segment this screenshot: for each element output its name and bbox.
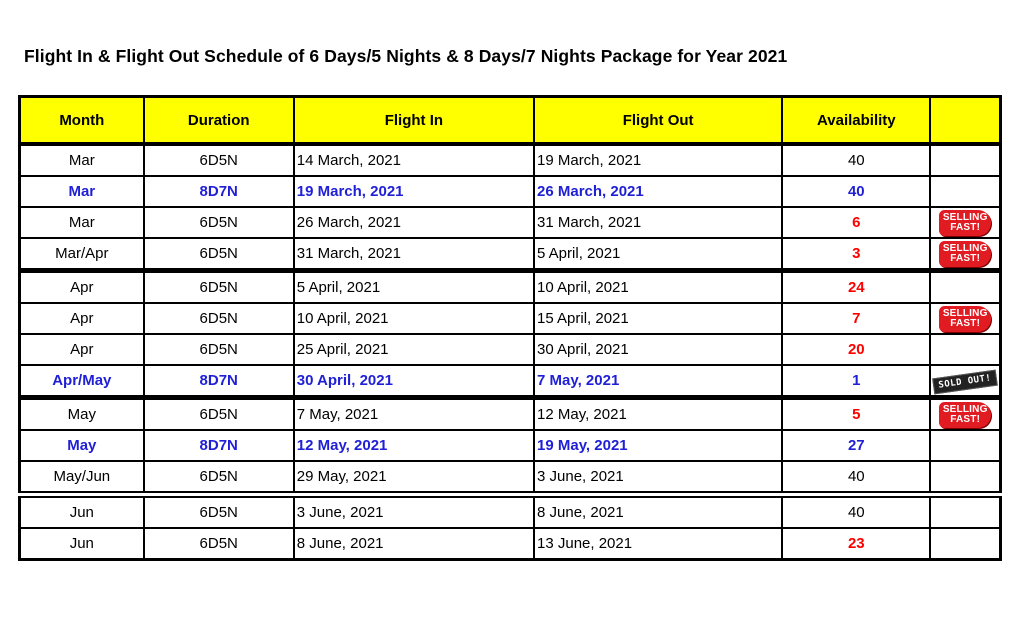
sold-out-badge: SOLD OUT! [932, 370, 998, 395]
cell-month: Apr/May [20, 365, 144, 398]
cell-flight-in: 3 June, 2021 [294, 495, 534, 529]
cell-availability: 40 [782, 176, 930, 207]
header-status [930, 97, 1000, 145]
cell-flight-out: 15 April, 2021 [534, 303, 782, 334]
cell-status [930, 365, 1000, 398]
schedule-table [18, 95, 1002, 561]
cell-flight-out: 31 March, 2021 [534, 207, 782, 238]
badge-line2: FAST! [950, 252, 981, 264]
cell-availability: 40 [782, 495, 930, 529]
selling-fast-badge [939, 241, 991, 267]
table-row [20, 271, 1001, 304]
cell-availability: 40 [782, 461, 930, 495]
cell-status [930, 430, 1000, 461]
page-title: Flight In & Flight Out Schedule of 6 Days/5 Nights & 8 Days/7 Nights Package for Year 2021 [24, 46, 788, 66]
cell-flight-out: 3 June, 2021 [534, 461, 782, 495]
cell-month: May [20, 398, 144, 431]
badge-line1: SELLING [942, 403, 988, 415]
cell-availability: 40 [782, 144, 930, 176]
badge-line2: FAST! [950, 317, 981, 329]
selling-fast-badge [939, 306, 991, 332]
cell-flight-in: 7 May, 2021 [294, 398, 534, 431]
cell-status [930, 334, 1000, 365]
cell-flight-in: 10 April, 2021 [294, 303, 534, 334]
cell-status [930, 303, 1000, 334]
cell-flight-in: 26 March, 2021 [294, 207, 534, 238]
table-row [20, 528, 1001, 560]
cell-availability: 20 [782, 334, 930, 365]
cell-flight-out: 26 March, 2021 [534, 176, 782, 207]
cell-flight-out: 19 March, 2021 [534, 144, 782, 176]
table-row [20, 495, 1001, 529]
cell-duration: 8D7N [144, 176, 294, 207]
cell-status [930, 176, 1000, 207]
cell-duration: 6D5N [144, 207, 294, 238]
cell-month: May [20, 430, 144, 461]
selling-fast-badge [939, 210, 991, 236]
table-header-row [20, 97, 1001, 145]
badge-line1: SELLING [942, 242, 988, 254]
cell-duration: 6D5N [144, 271, 294, 304]
cell-flight-in: 14 March, 2021 [294, 144, 534, 176]
cell-availability: 6 [782, 207, 930, 238]
cell-status [930, 495, 1000, 529]
cell-duration: 6D5N [144, 334, 294, 365]
table-row [20, 238, 1001, 271]
cell-duration: 6D5N [144, 461, 294, 495]
header-flight-in: Flight In [294, 97, 534, 145]
table-row [20, 430, 1001, 461]
cell-month: May/Jun [20, 461, 144, 495]
cell-flight-in: 8 June, 2021 [294, 528, 534, 560]
cell-status [930, 271, 1000, 304]
cell-status [930, 207, 1000, 238]
table-row [20, 207, 1001, 238]
cell-flight-in: 19 March, 2021 [294, 176, 534, 207]
cell-month: Jun [20, 495, 144, 529]
cell-month: Apr [20, 303, 144, 334]
cell-month: Mar [20, 176, 144, 207]
cell-duration: 8D7N [144, 365, 294, 398]
cell-status [930, 461, 1000, 495]
cell-availability: 24 [782, 271, 930, 304]
badge-line1: SELLING [942, 211, 988, 223]
table-row [20, 176, 1001, 207]
cell-month: Mar [20, 207, 144, 238]
cell-flight-in: 30 April, 2021 [294, 365, 534, 398]
cell-availability: 1 [782, 365, 930, 398]
cell-duration: 6D5N [144, 398, 294, 431]
cell-availability: 3 [782, 238, 930, 271]
cell-flight-in: 31 March, 2021 [294, 238, 534, 271]
header-flight-out: Flight Out [534, 97, 782, 145]
table-row [20, 334, 1001, 365]
cell-flight-in: 25 April, 2021 [294, 334, 534, 365]
table-row [20, 303, 1001, 334]
cell-flight-in: 5 April, 2021 [294, 271, 534, 304]
cell-month: Jun [20, 528, 144, 560]
badge-line1: SELLING [942, 307, 988, 319]
cell-flight-out: 13 June, 2021 [534, 528, 782, 560]
badge-line2: FAST! [950, 221, 981, 233]
selling-fast-badge [939, 402, 991, 428]
table-row [20, 144, 1001, 176]
cell-duration: 6D5N [144, 528, 294, 560]
cell-month: Mar [20, 144, 144, 176]
cell-status [930, 238, 1000, 271]
cell-availability: 5 [782, 398, 930, 431]
cell-flight-in: 12 May, 2021 [294, 430, 534, 461]
cell-flight-in: 29 May, 2021 [294, 461, 534, 495]
cell-duration: 6D5N [144, 238, 294, 271]
cell-month: Apr [20, 334, 144, 365]
cell-status [930, 398, 1000, 431]
cell-availability: 27 [782, 430, 930, 461]
cell-duration: 8D7N [144, 430, 294, 461]
cell-status [930, 144, 1000, 176]
cell-availability: 7 [782, 303, 930, 334]
cell-flight-out: 10 April, 2021 [534, 271, 782, 304]
table-row [20, 461, 1001, 495]
header-month: Month [20, 97, 144, 145]
table-row [20, 398, 1001, 431]
cell-duration: 6D5N [144, 495, 294, 529]
cell-flight-out: 5 April, 2021 [534, 238, 782, 271]
badge-line2: FAST! [950, 413, 981, 425]
cell-flight-out: 7 May, 2021 [534, 365, 782, 398]
cell-flight-out: 19 May, 2021 [534, 430, 782, 461]
cell-flight-out: 30 April, 2021 [534, 334, 782, 365]
cell-month: Mar/Apr [20, 238, 144, 271]
cell-flight-out: 12 May, 2021 [534, 398, 782, 431]
header-availability: Availability [782, 97, 930, 145]
cell-duration: 6D5N [144, 303, 294, 334]
cell-flight-out: 8 June, 2021 [534, 495, 782, 529]
cell-status [930, 528, 1000, 560]
header-duration: Duration [144, 97, 294, 145]
cell-duration: 6D5N [144, 144, 294, 176]
cell-availability: 23 [782, 528, 930, 560]
schedule-table-container [18, 95, 1004, 561]
cell-month: Apr [20, 271, 144, 304]
table-row [20, 365, 1001, 398]
